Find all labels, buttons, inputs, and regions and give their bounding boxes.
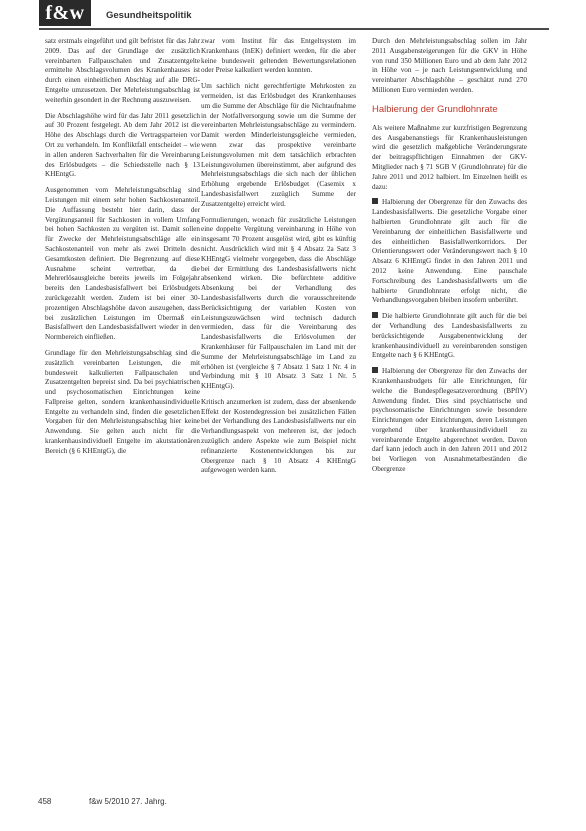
square-bullet-icon [372, 312, 378, 318]
paragraph: Ausgenommen vom Mehrleistungsabschlag sind Leistungen mit einem sehr hohen Sachkostenanteil. Die Auffassung besteht hier darin, dass der Vergütungsanteil für Sachkosten in vollem Umfang bei hohen Sachkosten zu vergüten ist. Damit sollen für Zwecke der Mehrleistungsabschläge alle ein Sachkostenanteil von mehr als zwei Dritteln des Gesamtkosten definiert. Die Begrenzung auf diese Ausnahme scheint vertretbar, da die Mehrerlösausgleiche bereits jeweils im Folgejahr bereits den Landesbasisfallwert bei Erlösbudgets zurückgezahlt werden. Zudem ist bei einer 30-prozentigen Abschlagshöhe davon auszugehen, dass bei zusätzlichen Leistungen im Übermaß ein Basisfallwert den Landesbasisfallwert wieder in den Normbereich einfließen. [45, 186, 200, 342]
paragraph: Formulierungen, wonach für zusätzliche Leistungen eine doppelte Vergütung vereinbarung in Höhe von insgesamt 70 Prozent ausgelöst wird, gibt es künftig nicht. Ausdrücklich wird mit § 4 Absatz 2a Satz 3 KHEntgG vielmehr vorgegeben, dass die Abschläge bei der Ermittlung des Landesbasisfallwerts nicht absenkend wirken. Die befürchtete additive Absenkung bei der Verhandlung des Landesbasisfallwerts durch die vorausschreitende Berücksichtigung der variablen Kosten von Leistungszuwächsen wird technisch dadurch vermieden, dass für die Vereinbarung des Landesbasisfallwerts die Erlösvolumen der Krankenhäuser für Fallpauschalen im Land mit der Summe der Mehrleistungsabschläge im Land zu erhöhen ist (vergleiche § 7 Absatz 1 Satz 1 Nr. 4 in Verbindung mit § 10 Absatz 3 Satz 1 Nr. 5 KHEntgG). [201, 215, 356, 391]
journal-logo: f&w [39, 0, 91, 26]
bullet-paragraph: Halbierung der Obergrenze für den Zuwachs des Landesbasisfallwerts. Die gesetzliche Vorgabe einer halbierten Grundlohnrate gilt auch für die Vereinbarung der einheitlichen Basisfallwerte und des einheitlichen Basisfallwertkorridors. Der Orientierungswert oder Veränderungswert nach § 10 Absatz 6 KHEntgG findet in den Jahren 2011 und 2012 keine Anwendung. Eine pauschale Fortschreibung des Landesbasisfallwerts um die halbierte Grundlohnrate erfolgt nicht, die Verhandlungsvorgaben bleiben insofern unberührt. [372, 198, 527, 305]
paragraph: Durch den Mehrleistungsabschlag sollen im Jahr 2011 Ausgabensteigerungen für die GKV in Höhe von rund 350 Millionen Euro und ab dem Jahr 2012 in Höhe von – je nach Leistungsentwicklung und vereinbarter Abschlagshöhe – geschätzt rund 270 Millionen Euro vermieden werden. [372, 37, 527, 94]
bullet-paragraph: Die halbierte Grundlohnrate gilt auch für die bei der Verhandlung des Landesbasisfallwerts zu berücksichtigende Ausgabenentwicklung der krankenhausindividuell zu vereinbarenden sonstigen Entgelte nach § 6 KHEntgG. [372, 312, 527, 360]
section-label: Gesundheitspolitik [106, 10, 192, 21]
header-rule [39, 28, 549, 30]
paragraph: zwar vom Institut für das Entgeltsystem im Krankenhaus (InEK) definiert werden, für die aber keine bundesweit geltenden Bewertungsrelationen oder Preise kalkuliert werden konnten. [201, 37, 356, 75]
page-number: 458 [38, 797, 52, 806]
section-subheading: Halbierung der Grundlohnrate [372, 103, 498, 115]
issue-label: f&w 5/2010 27. Jahrg. [89, 797, 167, 806]
text-column-3 [372, 37, 527, 764]
paragraph: Die Abschlagshöhe wird für das Jahr 2011 gesetzlich auf 30 Prozent festgelegt. Ab dem Jahr 2012 ist die Höhe des Abschlags durch die Vertragsparteien vor Ort zu verhandeln. Im Konfliktfall entscheidet – wie in allen anderen Sachverhalten für die Vereinbarung des Erlösbudgets – die Schiedsstelle nach § 13 KHEntgG. [45, 111, 200, 179]
text-column-2 [201, 37, 356, 764]
square-bullet-icon [372, 367, 378, 373]
paragraph: Als weitere Maßnahme zur kurzfristigen Begrenzung des Ausgabenanstiegs für Krankenhausleistungen wird die gesetzlich maßgebliche Veränderungsrate der beitragspflichtigen Einnahmen der GKV-Mitglieder nach § 71 SGB V (Grundlohnrate) für die Jahre 2011 und 2012 halbiert. Im Einzelnen heißt es dazu: [372, 123, 527, 191]
paragraph: Um sachlich nicht gerechtfertigte Mehrkosten zu vermeiden, ist das Erlösbudget des Krankenhauses um die Summe der Abschläge für die Nichtaufnahme in der Notfallversorgung sowie um die Summe der vereinbarten Mehrleistungsabschläge zu vermindern. Damit werden Minderleistungsgleiche vermieden, wenn zwar das prospektive vereinbarte Leistungsvolumen mit dem tatsächlich erbrachten Leistungsvolumen übereinstimmt, aber aufgrund des Mehrleistungsabschlags die sich nach der üblichen Erhöhung ergebende Erlösbudget (Casemix x Landesbasisfallwert zuzüglich Summe der Zusatzentgelte) erreicht wird. [201, 82, 356, 208]
square-bullet-icon [372, 198, 378, 204]
paragraph: Grundlage für den Mehrleistungsabschlag sind die zusätzlich vereinbarten Leistungen, die mit bundesweit kalkulierten Fallpauschalen und Zusatzentgelten bepreist sind. Da bei psychiatrischen und psychosomatischen Einrichtungen keine Fallpreise gelten, sondern krankenhausindividuelle Entgelte zu verhandeln sind, finden die gesetzlichen Vorgaben für den Mehrleistungsabschlag hier keine Anwendung. Sie gelten auch nicht für die krankenhausindividuell Entgelte im akutstationären Bereich (§ 6 KHEntgG), die [45, 348, 200, 455]
text-column-1 [45, 37, 200, 764]
paragraph: satz erstmals eingeführt und gilt befristet für das Jahr 2009. Das auf der Grundlage der zusätzlich vereinbarten Fallpauschalen und Zusatzentgelte ermittelte Abschlagsvolumen des Krankenhauses ist durch einen einheitlichen Abschlag auf alle DRG-Entgelte umzusetzen. Der Mehrleistungsabschlag ist weiterhin gesondert in der Rechnung auszuweisen. [45, 37, 200, 104]
paragraph: Kritisch anzumerken ist zudem, dass der absenkende Effekt der Kostendegression bei zusätzlichen Fällen bei der Verhandlung des Landesbasisfallwerts nur ein Verhandlungsaspekt von mehreren ist, der jedoch zuzüglich andere Aspekte wie zum Beispiel nicht refinanzierte Kostenentwicklungen bis zur Obergrenze nach § 10 Absatz 4 KHEntgG aufgewogen werden kann. [201, 397, 356, 475]
bullet-paragraph: Halbierung der Obergrenze für den Zuwachs der Krankenhausbudgets für alle Einrichtungen, für welche die Bundespflegesatzverordnung (BPflV) Anwendung findet. Dies sind psychiatrische und psychosomatische Einrichtungen sowie besondere Einrichtungen oder Einrichtungen, deren Leistungen vorgehend über krankenhausindividuell zu vereinbarende Entgelte abgerechnet werden. Davon darf kann jedoch auch in den Jahren 2011 und 2012 bei Vorliegen von Ausnahmetatbeständen die Obergrenze [372, 367, 527, 474]
